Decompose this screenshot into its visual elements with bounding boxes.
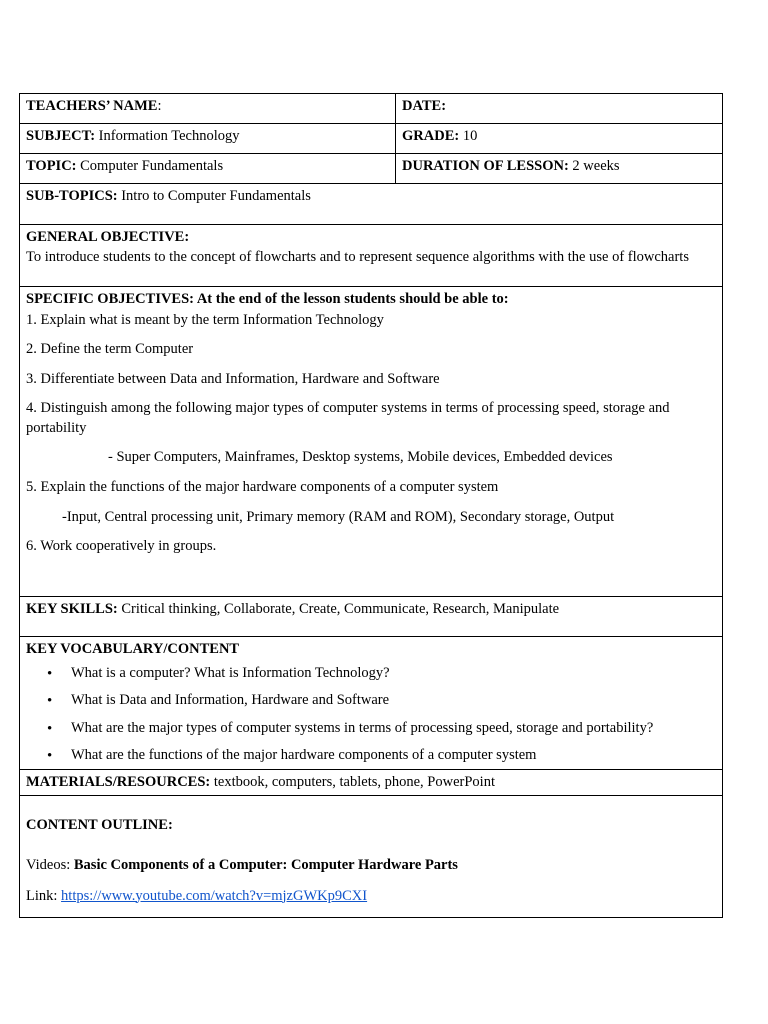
- objective-subitem: -Input, Central processing unit, Primary memory (RAM and ROM), Secondary storage, Output: [62, 508, 615, 525]
- general-objective-text: To introduce students to the concept of flowcharts and to represent sequence algorithms with the use of flowcharts: [26, 248, 689, 265]
- subtopics-value: Intro to Computer Fundamentals: [121, 188, 311, 204]
- vocabulary-item: • What are the major types of computer systems in terms of processing speed, storage and portability?: [71, 719, 716, 739]
- row-key-vocabulary: [20, 637, 723, 770]
- lesson-plan-page: [19, 93, 722, 918]
- vocabulary-item: • What is a computer? What is Information Technology?: [71, 664, 716, 684]
- topic-cell: [20, 154, 396, 184]
- vocabulary-list: [26, 664, 716, 766]
- duration-value: 2 weeks: [572, 158, 620, 174]
- objective-item: 6. Work cooperatively in groups.: [26, 538, 217, 555]
- row-specific-objectives: [20, 287, 723, 597]
- topic-label: TOPIC:: [26, 158, 77, 174]
- general-objective-label: GENERAL OBJECTIVE:: [26, 229, 190, 245]
- videos-label: Videos:: [26, 856, 71, 873]
- link-label: Link:: [26, 887, 58, 904]
- video-title: Basic Components of a Computer: Computer Hardware Parts: [73, 856, 458, 873]
- date-label: DATE:: [402, 98, 447, 114]
- row-teacher-date: [20, 94, 723, 124]
- objective-subitem: - Super Computers, Mainframes, Desktop systems, Mobile devices, Embedded devices: [108, 449, 613, 466]
- date-cell: [396, 94, 723, 124]
- content-outline-label: CONTENT OUTLINE:: [26, 817, 173, 834]
- row-topic-duration: [20, 154, 723, 184]
- subtopics-label: SUB-TOPICS:: [26, 188, 118, 204]
- subtopics-cell: [20, 184, 723, 225]
- materials-label: MATERIALS/RESOURCES:: [26, 773, 211, 790]
- vocabulary-item: • What is Data and Information, Hardware and Software: [71, 691, 716, 711]
- grade-label: GRADE:: [402, 128, 460, 144]
- key-skills-cell: [20, 597, 723, 637]
- lesson-plan-table: [19, 93, 723, 918]
- materials-value: textbook, computers, tablets, phone, PowerPoint: [213, 773, 495, 790]
- key-vocabulary-label: KEY VOCABULARY/CONTENT: [26, 641, 240, 657]
- objective-item: 5. Explain the functions of the major hardware components of a computer system: [26, 478, 499, 495]
- row-general-objective: [20, 225, 723, 287]
- row-content-outline: [20, 796, 723, 918]
- key-vocabulary-cell: [20, 637, 723, 770]
- row-subject-grade: [20, 124, 723, 154]
- specific-objectives-label: SPECIFIC OBJECTIVES: At the end of the lesson students should be able to:: [26, 291, 509, 307]
- materials-cell: [20, 769, 723, 796]
- duration-label: DURATION OF LESSON:: [402, 158, 569, 174]
- subject-cell: [20, 124, 396, 154]
- objective-item: 1. Explain what is meant by the term Information Technology: [26, 311, 384, 328]
- objective-item: 2. Define the term Computer: [26, 341, 194, 358]
- subject-label: SUBJECT:: [26, 128, 96, 144]
- objective-item: 4. Distinguish among the following major types of computer systems in terms of processing speed, storage and portability: [26, 400, 670, 436]
- teacher-name-cell: [20, 94, 396, 124]
- objective-item: 3. Differentiate between Data and Information, Hardware and Software: [26, 370, 440, 387]
- vocabulary-item: • What are the functions of the major hardware components of a computer system: [71, 746, 716, 766]
- general-objective-cell: [20, 225, 723, 287]
- specific-objectives-cell: [20, 287, 723, 597]
- row-materials: [20, 769, 723, 796]
- video-link[interactable]: https://www.youtube.com/watch?v=mjzGWKp9CXI: [61, 887, 368, 904]
- duration-cell: [396, 154, 723, 184]
- key-skills-label: KEY SKILLS:: [26, 601, 118, 617]
- teacher-name-colon: :: [157, 98, 162, 114]
- topic-value: Computer Fundamentals: [80, 158, 224, 174]
- row-key-skills: [20, 597, 723, 637]
- key-skills-value: Critical thinking, Collaborate, Create, Communicate, Research, Manipulate: [121, 601, 560, 617]
- grade-cell: [396, 124, 723, 154]
- row-subtopics: [20, 184, 723, 225]
- grade-value: 10: [462, 128, 478, 144]
- content-outline-cell: [20, 796, 723, 918]
- teacher-name-label: TEACHERS’ NAME: [26, 98, 158, 114]
- subject-value: Information Technology: [98, 128, 240, 144]
